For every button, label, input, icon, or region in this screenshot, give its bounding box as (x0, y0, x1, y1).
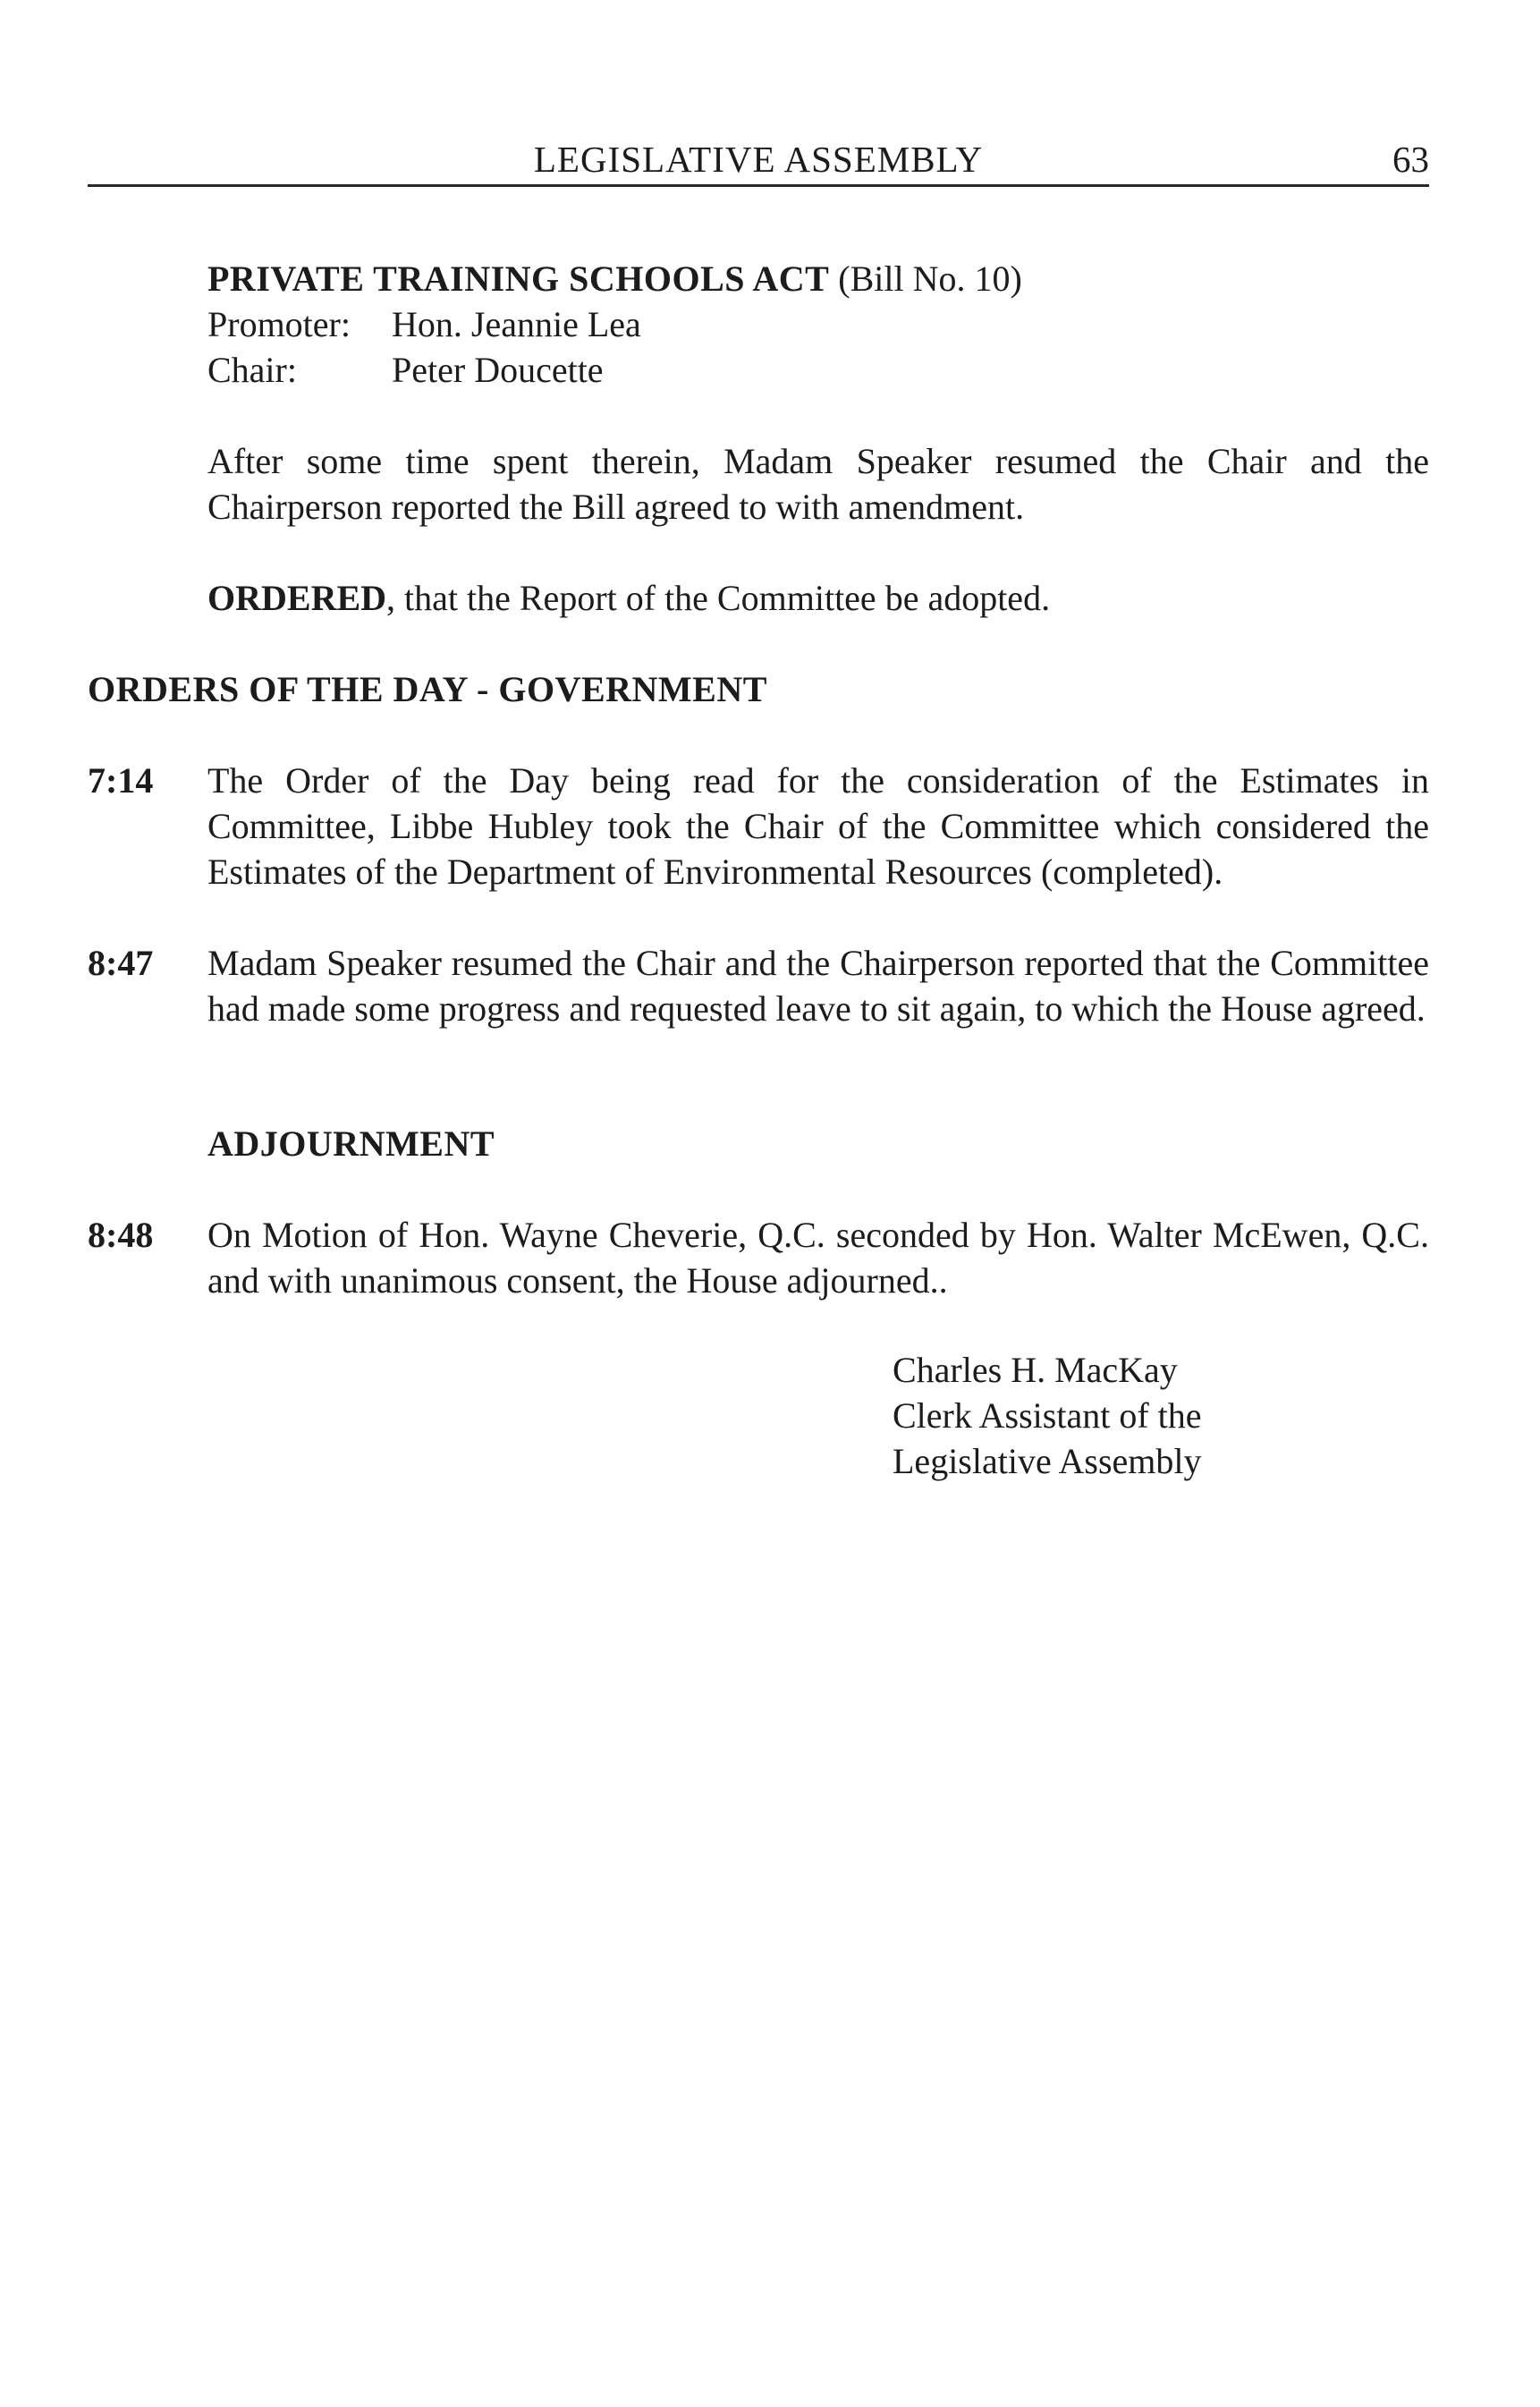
entry-time: 7:14 (88, 760, 154, 801)
entry-time: 8:48 (88, 1215, 154, 1255)
chair-row (207, 347, 604, 393)
signatory-title-line-2: Legislative Assembly (893, 1441, 1202, 1481)
bill-name: PRIVATE TRAINING SCHOOLS ACT (207, 258, 830, 299)
bill-title (207, 256, 1429, 301)
entry-time: 8:47 (88, 943, 154, 983)
promoter-label: Promoter: (207, 304, 351, 344)
promoter-value: Hon. Jeannie Lea (392, 304, 641, 344)
entry-text: Madam Speaker resumed the Chair and the Chairperson reported that the Committee had made some progress and requested leave to sit again, to which the House agreed. (207, 943, 1429, 1029)
adjournment-heading: ADJOURNMENT (207, 1123, 495, 1164)
running-title: LEGISLATIVE ASSEMBLY (533, 139, 984, 180)
committee-report-paragraph: After some time spent therein, Madam Speaker resumed the Chair and the Chairperson reported the Bill agreed to with amendment. (207, 441, 1429, 527)
entry-text: The Order of the Day being read for the consideration of the Estimates in Committee, Libbe Hubley took the Chair of the Committee which considered the Estimates of the Department of Environmental Resources (completed). (207, 760, 1429, 892)
running-header (88, 134, 1429, 188)
promoter-row (207, 301, 641, 347)
bill-number: (Bill No. 10) (829, 258, 1022, 299)
chair-value: Peter Doucette (392, 350, 604, 390)
signatory-title-line-1: Clerk Assistant of the (893, 1395, 1202, 1436)
signatory-name: Charles H. MacKay (893, 1350, 1178, 1390)
signature-block (893, 1347, 1202, 1484)
ordered-label: ORDERED (207, 578, 387, 618)
chair-label: Chair: (207, 350, 297, 390)
entry-text: On Motion of Hon. Wayne Cheverie, Q.C. seconded by Hon. Walter McEwen, Q.C. and with unanimous consent, the House adjourned.. (207, 1215, 1429, 1301)
orders-of-the-day-heading: ORDERS OF THE DAY - GOVERNMENT (88, 669, 767, 709)
ordered-text: , that the Report of the Committee be adopted. (386, 578, 1051, 618)
header-rule (88, 184, 1429, 187)
page-number: 63 (1392, 139, 1429, 180)
ordered-paragraph (207, 575, 1429, 621)
